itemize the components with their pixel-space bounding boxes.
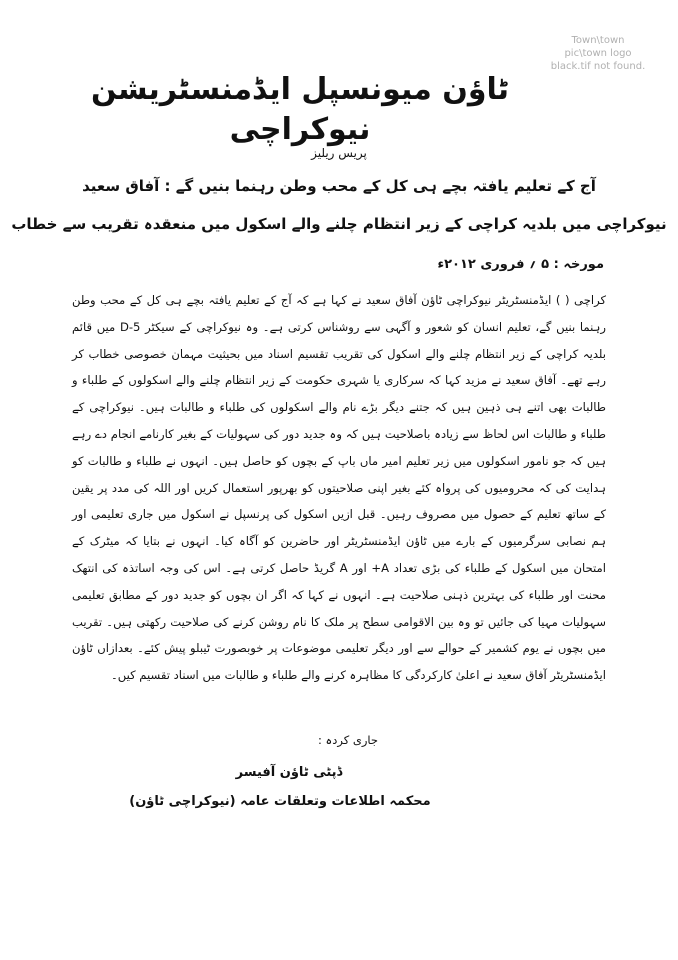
body-text <box>72 287 606 689</box>
logo-missing-placeholder: Town\town pic\town logo black.tif not found. <box>550 35 646 72</box>
headline-main: آج کے تعلیم یافتہ بچے ہی کل کے محب وطن رہنما بنیں گے : آفاق سعید <box>82 177 596 195</box>
headline-sub: نیوکراچی میں بلدیہ کراچی کے زیر انتظام چلنے والے اسکول میں منعقدہ تقریب سے خطاب <box>11 215 667 233</box>
signature-officer: ڈپٹی ٹاؤن آفیسر <box>235 765 343 780</box>
dateline: مورخہ : ۵ ؍ فروری ۲۰۱۲ء <box>437 257 604 272</box>
press-release-label: پریس ریلیز <box>311 146 367 160</box>
body-paragraph: کراچی ( ) ایڈمنسٹریٹر نیوکراچی ٹاؤن آفاق سعید نے کہا ہے کہ آج کے تعلیم یافتہ بچے ہی کل کے محب وطن رہنما بنیں گے، تعلیم انسان کو شعور و آگہی سے روشناس کرتی ہے۔ وہ نیوکراچی کے سیکٹر D-5 میں قائم بلدیہ کراچی کے زیر انتظام چلنے والے اسکول کی تقریب تقسیم اسناد میں بحیثیت مہمان خصوصی خطاب کر رہے تھے۔ آفاق سعید نے مزید کہا کہ سرکاری یا شہری حکومت کے زیر انتظام چلنے والے اسکولوں کے طلباء و طالبات بھی اتنے ہی ذہین ہیں کہ جتنے دیگر بڑے نام والے اسکولوں کی طلباء و طالبات ہیں۔ نیوکراچی کے طلباء و طالبات اس لحاظ سے زیادہ باصلاحیت ہیں کہ وہ جدید دور کی سہولیات کے بغیر کارنامے انجام دے رہے ہیں کہ جو نامور اسکولوں میں زیر تعلیم امیر ماں باپ کے بچوں کو حاصل ہیں۔ انہوں نے طلباء و طالبات کو ہدایت کی کہ محرومیوں کی پرواہ کئے بغیر اپنی صلاحیتوں کو بھرپور استعمال کریں اور اللہ کی مدد پر یقین کے ساتھ تعلیم کے حصول میں مصروف رہیں۔ قبل ازیں اسکول کی پرنسپل نے اسکول میں جاری تعلیمی اور ہم نصابی سرگرمیوں کے بارے میں ٹاؤن ایڈمنسٹریٹر اور حاضرین کو آگاہ کیا۔ انہوں نے بتایا کہ میٹرک کے امتحان میں اسکول کے طلباء کی بڑی تعداد A+ اور A گریڈ حاصل کرتی ہے۔ اس کی وجہ اساتذہ کی انتھک محنت اور طلباء کی بہترین ذہنی صلاحیت ہے۔ انہوں نے کہا کہ اگر ان بچوں کو جدید دور کے مطابق تعلیمی سہولیات مہیا کی جائیں تو وہ بین الاقوامی سطح پر ملک کا نام روشن کرنے کی صلاحیت رکھتی ہیں۔ تقریب میں بچوں نے یوم کشمیر کے حوالے سے اور دیگر تعلیمی موضوعات پر خوبصورت ٹیبلو پیش کئے۔ بعدازاں ٹاؤن ایڈمنسٹریٹر آفاق سعید نے اعلیٰ کارکردگی کا مظاہرہ کرنے والے طلباء و طالبات میں اسناد تقسیم کیں۔ <box>72 293 606 683</box>
signature-department: محکمہ اطلاعات وتعلقات عامہ (نیوکراچی ٹاؤن) <box>129 794 431 809</box>
issued-by-label: جاری کردہ : <box>317 733 378 747</box>
page-title: ٹاؤن میونسپل ایڈمنسٹریشن نیوکراچی <box>90 72 510 147</box>
